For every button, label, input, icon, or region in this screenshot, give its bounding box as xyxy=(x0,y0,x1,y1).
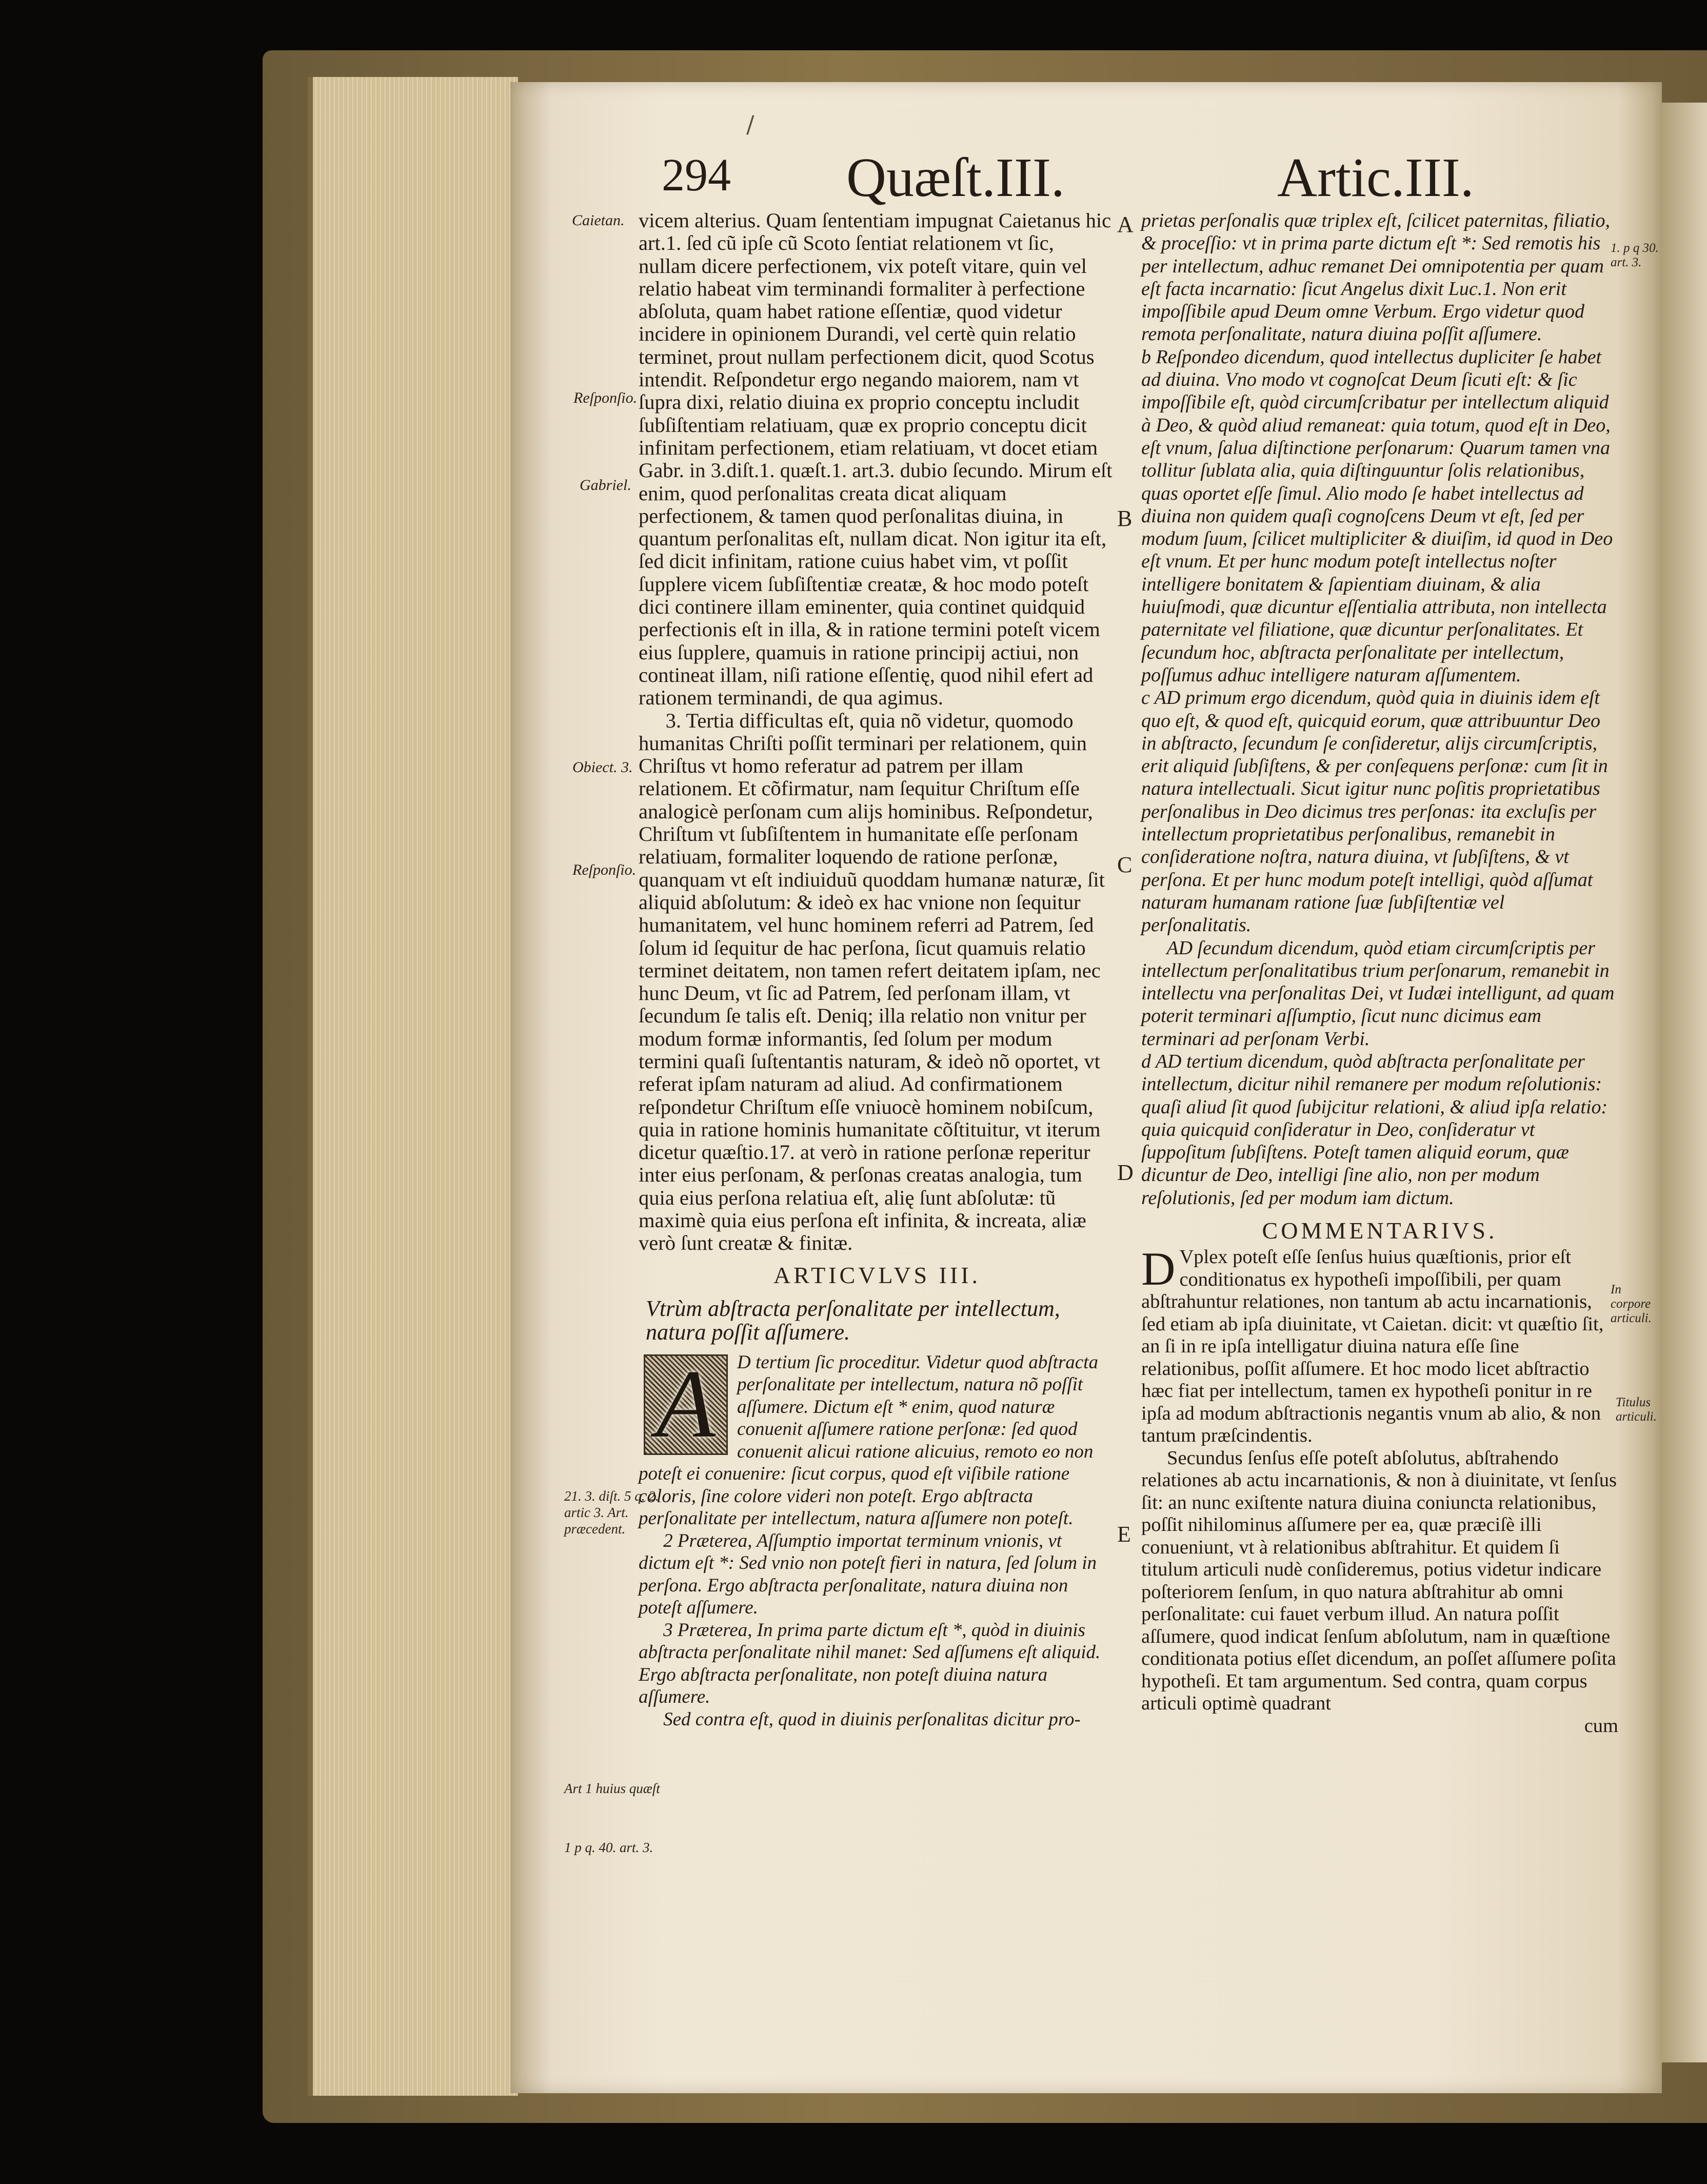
commentary-paragraph-1: Vplex poteſt eſſe ſenſus huius quæſtionis, prior eſt conditionatus ex hypotheſi impoſſibili, per quam abſtrahuntur relationes, non tantum ab actu incarnationis, ſed etiam ab ipſa diuinitate, vt Caietan. dicit: vt quæſtio ſit, an ſi in re ipſa intelligatur diuina natura eſſe ſine relationibus, poſſit aſſumere. Et hoc modo licet abſtractio hæc fiat per intellectum, tamen ex hypotheſi ponitur in re ipſa ad modum abſtractionis negantis vnum ab alio, & non tantum præſcindentis. xyxy=(1141,1246,1604,1447)
margin-note-caietan: Caietan. xyxy=(572,212,625,229)
decorated-initial xyxy=(644,1350,728,1459)
facing-page-edge xyxy=(1662,103,1707,2062)
margin-ref-corpore: In corpore articuli. xyxy=(1611,1283,1652,1325)
left-paragraph-1: vicem alterius. Quam ſententiam impugnat Caietanus hic art.1. ſed cũ ipſe cũ Scoto ſentiat relationem vt ſic, nullam dicere perfectionem, vix poteſt vitare, quin vel relatio habeat vim terminandi formaliter à perfectione abſoluta, quam habet ratione eſſentiæ, quod videtur incidere in opinionem Durandi, vel certè quin relatio terminet, prout nullam perfectionem dicit, quod Scotus intendit. Reſpondetur ergo negando maiorem, nam vt ſupra dixi, relatio diuina ex proprio conceptu includit ſubſiſtentiam relatiuam, quæ ex proprio conceptu dicit infinitam perfectionem, etiam relatiuam, vt docet etiam Gabr. in 3.diſt.1. quæſt.1. art.3. dubio ſecundo. Mirum eſt enim, quod perſonalitas creata dicat aliquam perfectionem, & tamen quod perſonalitas diuina, in quantum perſonalitas eſt, nullam dicat. Non igitur ita eſt, ſed dicit infinitam, ratione cuius habet vim, vt poſſit ſupplere vicem ſubſiſtentiæ creatæ, & hoc modo poteſt dici continere illam eminenter, quia continet quidquid perfectionis eſt in illa, & in ratione termini poteſt vicem eius ſupplere, quamuis in ratione principij actiui, non contineat illam, niſi ratione eſſentię, quod nihil efert ad rationem terminandi, de qua agimus. xyxy=(639,209,1113,710)
reply-1: c AD primum ergo dicendum, quòd quia in diuinis idem eſt quo eſt, & quod eſt, quicquid eorum, quæ attribuuntur Deo in abſtracto, ſecundum ſe conſideretur, alijs circumſcriptis, erit aliquid ſubſiſtens, & per conſequens perſonæ: cum ſit in natura intellectuali. Sicut igitur nunc poſitis proprietatibus perſonalibus in Deo dicimus tres perſonas: ita excluſis per intellectum proprietatibus perſonalibus, remanebit in conſideratione noſtra, natura diuina, vt ſubſiſtens, & vt perſona. Et per hunc modum poteſt intelligi, quòd aſſumat naturam humanam ratione ſuæ ſubſiſtentiæ vel perſonalitatis. xyxy=(1141,687,1608,936)
objection-2: 2 Præterea, Aſſumptio importat terminum vnionis, vt dictum eſt *: Sed vnio non poteſt fieri in natura, ſed ſolum in perſona. Ergo abſtracta perſonalitate, natura diuina non poteſt aſſumere. xyxy=(639,1530,1097,1619)
article-body xyxy=(639,1351,1116,1731)
section-letter-a: A xyxy=(1117,212,1134,237)
pencil-mark: / xyxy=(746,110,755,138)
commentary-heading: COMMENTARIVS. xyxy=(1262,1217,1498,1244)
page-number: 294 xyxy=(662,150,731,201)
commentary-body xyxy=(1141,1243,1618,1737)
right-paragraph-1: prietas perſonalis quæ triplex eſt, ſcilicet paternitas, filiatio, & proceſſio: vt in prima parte dictum eſt *: Sed remotis his per intellectum, adhuc remanet Dei omnipotentia per quam eſt facta incarnatio: ſicut Angelus dixit Luc.1. Non erit impoſſibile apud Deum omne Verbum. Ergo videtur quod remota perſonalitate, natura diuina poſſit aſſumere. xyxy=(1141,210,1611,345)
left-paragraph-2: 3. Tertia difficultas eſt, quia nõ videtur, quomodo humanitas Chriſti poſſit terminari per relationem, quin Chriſtus vt homo referatur ad patrem per illam relationem. Et cõfirmatur, nam ſequitur Chriſtum eſſe analogicè perſonam cum alijs hominibus. Reſpondetur, Chriſtum vt ſubſiſtentem in humanitate eſſe perſonam relatiuam, formaliter loquendo de ratione perſonæ, quanquam vt eſt indiuiduũ quoddam humanæ naturæ, ſit aliquid abſolutum: & ideò ex hac vnione non ſequitur humanitatem, vel hunc hominem referri ad Patrem, ſed ſolum id ſequitur de hac perſona, ſicut quamuis relatio terminet deitatem, non tamen refert deitatem ipſam, nec hunc Deum, vt ſic ad Patrem, ſed perſonam illam, vt ſecundum ſe talis eſt. Deniq; illa relatio non vnitur per modum formæ informantis, ſed ſolum per modum termini quaſi ſuſtentantis naturam, & ideò nõ oportet, vt referat ipſam naturam ad aliud. Ad confirmationem reſpondetur Chriſtum eſſe vniuocè hominem nobiſcum, quia in ratione hominis humanitate cõſtituitur, vt iterum dicetur quæſtio.17. at verò in ratione perſonæ reperitur inter eius perſonam, & perſonas creatas analogia, tum quia eius perſona relatiua eſt, alię ſunt abſolutæ: tũ maximè quia eius perſona eſt infinita, & increata, aliæ verò ſunt creatæ & finitæ. xyxy=(639,709,1105,1255)
running-head-article: Artic.III. xyxy=(1277,147,1474,208)
margin-note-obiectio: Obiect. 3. xyxy=(572,759,633,776)
reply-3: d AD tertium dicendum, quòd abſtracta perſonalitate per intellectum, dicitur nihil remanere per modum reſolutionis: quaſi aliud ſit quod ſubijcitur relationi, & aliud ipſa relatio: quia quicquid conſideratur in Deo, conſideratur vt ſuppoſitum ſubſiſtens. Poteſt tamen aliquid eorum, quæ dicuntur de Deo, intelligi ſine alio, non per modum reſolutionis, ſed per modum iam dictum. xyxy=(1141,1050,1608,1209)
initial-letter: A xyxy=(656,1350,716,1459)
running-head-question: Quæſt.III. xyxy=(846,147,1065,208)
right-column xyxy=(1141,209,1618,1737)
margin-ref-q30: 1. p q 30. art. 3. xyxy=(1611,241,1659,269)
margin-ref-distinction: 21. 3. diſt. 5 q. 2. artic 3. Art. præcedent. xyxy=(564,1488,659,1537)
margin-ref-article: Art 1 huius quæſt xyxy=(564,1781,660,1796)
article-heading: ARTICVLVS III. xyxy=(773,1262,981,1288)
drop-cap: D xyxy=(1141,1243,1176,1295)
reply-2: AD ſecundum dicendum, quòd etiam circumſcriptis per intellectum perſonalitatibus trium perſonarum, remanebit in intellectu vna perſonalitas Dei, vt Iudæi intelligunt, ad quam poterit terminari aſſumptio, ſicut nunc dicimus eam terminari ad perſonam Verbi. xyxy=(1141,937,1615,1050)
sed-contra: Sed contra eſt, quod in diuinis perſonalitas dicitur pro- xyxy=(663,1708,1081,1730)
section-letter-b: B xyxy=(1117,506,1133,531)
section-letter-d: D xyxy=(1117,1160,1134,1185)
margin-note-responsio-2: Reſponſio. xyxy=(572,861,637,878)
section-letter-c: C xyxy=(1117,852,1133,877)
margin-ref-prima-parte: 1 p q. 40. art. 3. xyxy=(564,1840,653,1855)
section-letter-e: E xyxy=(1117,1522,1131,1547)
commentary-paragraph-2: Secundus ſenſus eſſe poteſt abſolutus, abſtrahendo relationes ab actu incarnationis, & non à diuinitate, vt ſenſus ſit: an nunc exiſtente natura diuina coniuncta relationibus, poſſit nihilominus aſſumere per ea, quæ præciſè illi conueniunt, vt à relationibus abſtrahitur. Et quidem ſi titulum articuli nudè conſideremus, potius videtur indicare poſteriorem ſenſum, in quo natura abſtrahitur ab omni perſonalitate: cui fauet verbum illud. An natura poſſit aſſumere, quod indicat ſenſum abſolutum, nam in quæſtione conditionata potius eſſet dicendum, an poſſet aſſumere poſita hypotheſi. Et tam argumentum. Sed contra, quam corpus articuli optimè quadrant xyxy=(1141,1447,1617,1715)
page-edges xyxy=(308,77,518,2096)
objection-3: 3 Præterea, In prima parte dictum eſt *, quòd in diuinis abſtracta perſonalitate nihil manet: Sed aſſumens eſt aliquid. Ergo abſtracta perſonalitate, non poteſt diuina natura aſſumere. xyxy=(639,1619,1101,1708)
question-title: Vtrùm abſtracta perſonalitate per intellectum, natura poſſit aſſumere. xyxy=(646,1295,1060,1345)
margin-note-gabriel: Gabriel. xyxy=(580,477,631,494)
respondeo: b Reſpondeo dicendum, quod intellectus dupliciter ſe habet ad diuina. Vno modo vt cognoſcat Deum ſicuti eſt: & ſic impoſſibile eſt, quòd circumſcribatur per intellectum aliquid à Deo, & quòd aliud remaneat: quia totum, quod eſt in Deo, eſt vnum, ſalua diſtinctione perſonarum: Quarum tamen vna tollitur ſublata alia, quia diſtinguuntur ſolis relationibus, quas oportet eſſe ſimul. Alio modo ſe habet intellectus ad diuina non quidem quaſi cognoſcens Deum vt eſt, ſed per modum ſuum, ſcilicet multipliciter & diuiſim, id quod in Deo eſt vnum. Et per hunc modum poteſt intellectus noſter intelligere bonitatem & ſapientiam diuinam, & alia huiuſmodi, quæ dicuntur eſſentialia attributa, non intellecta paternitate vel filiatione, quæ dicuntur perſonalitates. Et ſecundum hoc, abſtracta perſonalitate per intellectum, poſſumus adhuc intelligere naturam aſſumentem. xyxy=(1141,346,1613,686)
margin-note-responsio: Reſponſio. xyxy=(573,389,638,406)
left-column xyxy=(639,209,1116,1730)
catchword: cum xyxy=(1584,1715,1618,1737)
margin-ref-titulus: Titulus articuli. xyxy=(1616,1395,1657,1424)
objection-1: D tertium ſic proceditur. Videtur quod abſtracta perſonalitate per intellectum, natura nõ poſſit aſſumere. Dictum eſt * enim, quod naturæ conuenit aſſumere ratione perſonæ: ſed quod conuenit alicui ratione alicuius, remoto eo non poteſt ei conuenire: ſicut corpus, quod eſt viſibile ratione coloris, ſine colore videri non poteſt. Ergo abſtracta perſonalitate per intellectum, natura aſſumere non poteſt. xyxy=(639,1351,1098,1529)
